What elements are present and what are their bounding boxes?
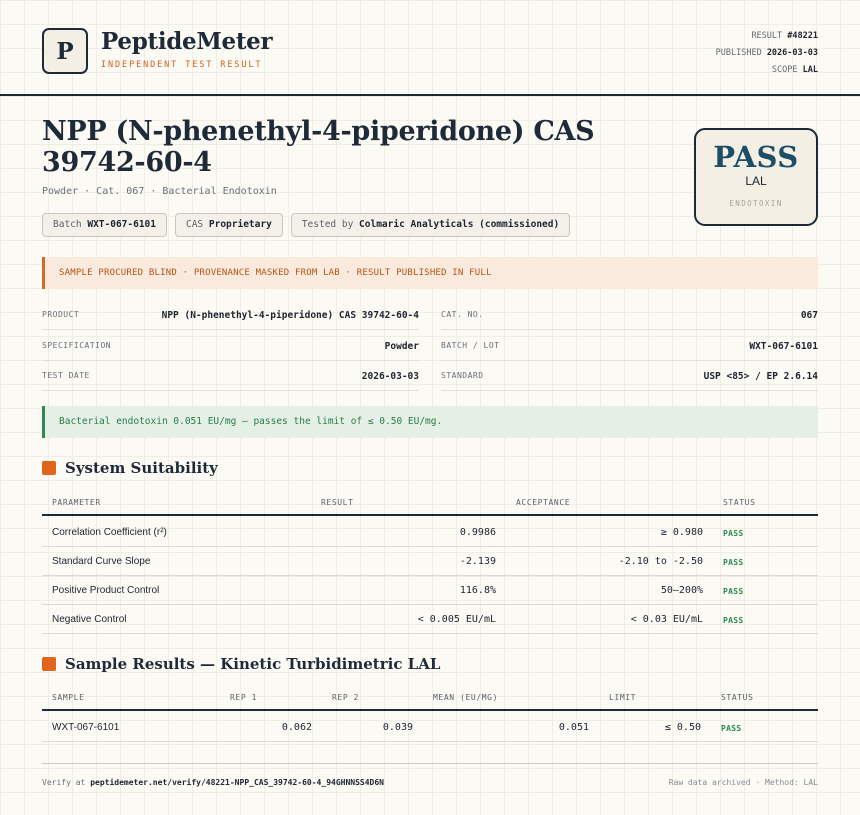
cas-chip: CAS Proprietary (175, 213, 283, 237)
samples-title: Sample Results — Kinetic Turbidimetric LAL (65, 655, 441, 673)
col-sample: SAMPLE (52, 693, 85, 702)
col-mean: MEAN (EU/MG) (433, 693, 498, 702)
detail-product: PRODUCT NPP (N-phenethyl-4-piperidone) CAS 39742-60-4 (42, 300, 419, 330)
section-marker-icon (42, 461, 56, 475)
col-acceptance: ACCEPTANCE (516, 498, 571, 507)
report-footer (42, 763, 818, 803)
col-rep2: REP 2 (332, 693, 360, 702)
page-title: NPP (N-phenethyl-4-piperidone) CAS 39742-60-4 (42, 116, 595, 178)
stamp-method: LAL (745, 174, 767, 188)
detail-specification: SPECIFICATION Powder (42, 331, 419, 361)
col-result: RESULT (321, 498, 354, 507)
suitability-table-header (42, 492, 818, 516)
col-status: STATUS (723, 498, 756, 507)
samples-table-header (42, 687, 818, 711)
status-badge: PASS (721, 724, 742, 733)
meta-result: RESULT #48221 (751, 31, 818, 41)
meta-published: PUBLISHED 2026-03-03 (715, 48, 818, 58)
pass-stamp (694, 128, 818, 226)
suitability-heading (42, 459, 218, 477)
suitability-title: System Suitability (65, 459, 218, 477)
section-marker-icon (42, 657, 56, 671)
result-meta (716, 28, 818, 79)
table-row: Positive Product Control 116.8% 50–200% PASS (42, 575, 818, 605)
col-status: STATUS (721, 693, 754, 702)
tested-by-chip: Tested by Colmaric Analyticals (commissioned) (291, 213, 570, 237)
info-chips (42, 213, 570, 237)
verify-link[interactable]: peptidemeter.net/verify/48221-NPP_CAS_39742-60-4_94GHNNSS4D6N (90, 778, 384, 787)
brand-logo: P (42, 28, 88, 74)
detail-cat-no: CAT. NO. 067 (441, 300, 818, 330)
col-rep1: REP 1 (230, 693, 258, 702)
stamp-category: ENDOTOXIN (729, 199, 783, 208)
verdict-banner: Bacterial endotoxin 0.051 EU/mg — passes the limit of ≤ 0.50 EU/mg. (42, 406, 818, 438)
report-header (0, 0, 860, 96)
table-row: Correlation Coefficient (r²) 0.9986 ≥ 0.980 PASS (42, 517, 818, 547)
col-parameter: PARAMETER (52, 498, 101, 507)
table-row: Standard Curve Slope -2.139 -2.10 to -2.50 PASS (42, 546, 818, 576)
status-badge: PASS (723, 558, 744, 567)
detail-test-date: TEST DATE 2026-03-03 (42, 361, 419, 391)
brand-tagline: INDEPENDENT TEST RESULT (101, 60, 263, 70)
table-row: WXT-067-6101 0.062 0.039 0.051 ≤ 0.50 PASS (42, 712, 818, 742)
status-badge: PASS (723, 587, 744, 596)
meta-scope: SCOPE LAL (771, 65, 818, 75)
verify-line: Verify at peptidemeter.net/verify/48221-NPP_CAS_39742-60-4_94GHNNSS4D6N (42, 778, 384, 787)
col-limit: LIMIT (609, 693, 637, 702)
detail-standard: STANDARD USP <85> / EP 2.6.14 (441, 361, 818, 391)
batch-chip: Batch WXT-067-6101 (42, 213, 167, 237)
status-badge: PASS (723, 529, 744, 538)
procurement-notice: SAMPLE PROCURED BLIND · PROVENANCE MASKED FROM LAB · RESULT PUBLISHED IN FULL (42, 257, 818, 289)
brand-name: PeptideMeter (101, 28, 273, 55)
status-badge: PASS (723, 616, 744, 625)
archive-note: Raw data archived · Method: LAL (668, 778, 818, 787)
table-row: Negative Control < 0.005 EU/mL < 0.03 EU/mL PASS (42, 604, 818, 634)
samples-heading (42, 655, 440, 673)
page-subtitle: Powder · Cat. 067 · Bacterial Endotoxin (42, 186, 277, 197)
stamp-verdict: PASS (713, 140, 799, 174)
detail-batch-lot: BATCH / LOT WXT-067-6101 (441, 331, 818, 361)
